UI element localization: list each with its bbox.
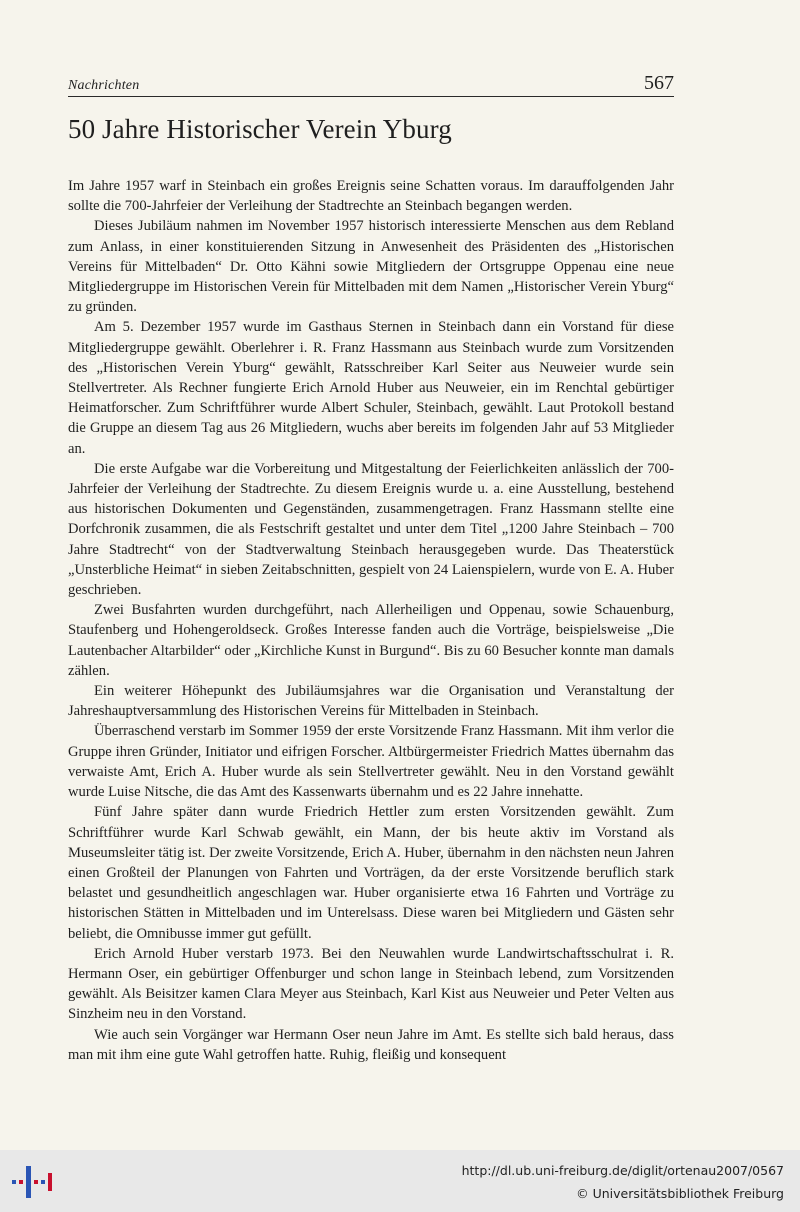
digital-library-link[interactable]: http://dl.ub.uni-freiburg.de/diglit/ortenau2007/0567 xyxy=(461,1163,784,1178)
page-number: 567 xyxy=(644,72,674,94)
ub-freiburg-logo-icon xyxy=(10,1164,58,1200)
paragraph: Im Jahre 1957 warf in Steinbach ein großes Ereignis seine Schatten voraus. Im darauffolgenden Jahr sollte die 700-Jahrfeier der Verleihung der Stadtrechte an Steinbach begangen werden. xyxy=(68,178,674,215)
running-head xyxy=(68,72,674,97)
paragraph: Die erste Aufgabe war die Vorbereitung und Mitgestaltung der Feierlichkeiten anlässlich der 700-Jahrfeier der Verleihung der Stadtrechte. Zu diesem Ereignis wurde u. a. eine Ausstellung, bestehend aus historischen Dokumenten und Gegenständen, zusammengetragen. Franz Hassmann stellte eine Dorfchronik zusammen, die als Festschrift gestaltet und unter dem Titel „1200 Jahre Steinbach – 700 Jahre Stadtrecht“ von der Stadtverwaltung Steinbach herausgegeben wurde. Das Theaterstück „Unsterbliche Heimat“ in sieben Zeitabschnitten, gespielt von 24 Laienspielern, wurde von E. A. Huber geschrieben. xyxy=(68,460,674,599)
paragraph: Am 5. Dezember 1957 wurde im Gasthaus Sternen in Steinbach dann ein Vorstand für diese Mitgliedergruppe gewählt. Oberlehrer i. R. Franz Hassmann aus Steinbach wurde zum Vorsitzenden des „Historischen Verein Yburg“ gewählt, Ratsschreiber Karl Seiter aus Neuweier wurde sein Stellvertreter. Als Rechner fungierte Erich Arnold Huber aus Neuweier, ein im Renchtal gebürtiger Heimatforscher. Zum Schriftführer wurde Albert Schuler, Steinbach, gewählt. Laut Protokoll bestand die Gruppe an diesem Tag aus 26 Mitgliedern, wuchs aber bereits im folgenden Jahr auf 53 Mitglieder an. xyxy=(68,319,674,457)
footer-bar xyxy=(0,1150,800,1212)
paragraph: Ein weiterer Höhepunkt des Jubiläumsjahres war die Organisation und Veranstaltung der Jahreshauptversammlung des Historischen Vereins für Mittelbaden in Steinbach. xyxy=(68,683,674,720)
article-body xyxy=(68,176,674,1065)
paragraph: Dieses Jubiläum nahmen im November 1957 historisch interessierte Menschen aus dem Rebland zum Anlass, in einer konstituierenden Sitzung in Anwesenheit des Präsidenten des „Historischen Vereins für Mittelbaden“ Dr. Otto Kähni sowie Mitgliedern der Ortsgruppe Oppenau eine neue Mitgliedergruppe im Historischen Verein für Mittelbaden mit dem Namen „Historischer Verein Yburg“ zu gründen. xyxy=(68,218,674,316)
paragraph: Fünf Jahre später dann wurde Friedrich Hettler zum ersten Vorsitzenden gewählt. Zum Schriftführer wurde Karl Schwab gewählt, ein Mann, der bis heute aktiv im Vorstand als Museumsleiter tätig ist. Der zweite Vorsitzende, Erich A. Huber, übernahm in den nächsten neun Jahren einen Großteil der Planungen von Fahrten und Vorträgen, da der erste Vorsitzende beruflich stark belastet und gesundheitlich angeschlagen war. Huber organisierte etwa 16 Fahrten und Vorträge zu historischen Stätten in Mittelbaden und im Unterelsass. Diese waren bei Mitgliedern und Gästen sehr beliebt, die Omnibusse immer gut gefüllt. xyxy=(68,804,674,942)
paragraph: Überraschend verstarb im Sommer 1959 der erste Vorsitzende Franz Hassmann. Mit ihm verlor die Gruppe ihren Gründer, Initiator und eifrigen Forscher. Altbürgermeister Friedrich Mattes übernahm das verwaiste Amt, Erich A. Huber wurde als sein Stellvertreter gewählt. Neu in den Vorstand gewählt wurde Luise Nitsche, die das Amt des Kassenwarts übernahm und es 22 Jahre innehatte. xyxy=(68,723,674,801)
paragraph: Wie auch sein Vorgänger war Hermann Oser neun Jahre im Amt. Es stellte sich bald heraus, dass man mit ihm eine gute Wahl getroffen hatte. Ruhig, fleißig und konsequent xyxy=(68,1026,674,1063)
copyright-notice: © Universitätsbibliothek Freiburg xyxy=(576,1186,784,1201)
paragraph: Zwei Busfahrten wurden durchgeführt, nach Allerheiligen und Oppenau, sowie Schauenburg, Staufenberg und Hohengeroldseck. Großes Interesse fanden auch die Vorträge, beispielsweise „Die Lautenbacher Altarbilder“ oder „Kirchliche Kunst in Burgund“. Bis zu 60 Besucher konnte man damals zählen. xyxy=(68,602,675,679)
section-name: Nachrichten xyxy=(68,78,140,93)
paragraph: Erich Arnold Huber verstarb 1973. Bei den Neuwahlen wurde Landwirtschaftsschulrat i. R. Hermann Oser, ein gebürtiger Offenburger und schon lange in Steinbach lebend, zum Vorsitzenden gewählt. Als Beisitzer kamen Clara Meyer aus Steinbach, Karl Kist aus Neuweier und Peter Velten aus Sinzheim neu in den Vorstand. xyxy=(68,945,674,1023)
article-title: 50 Jahre Historischer Verein Yburg xyxy=(68,114,452,144)
